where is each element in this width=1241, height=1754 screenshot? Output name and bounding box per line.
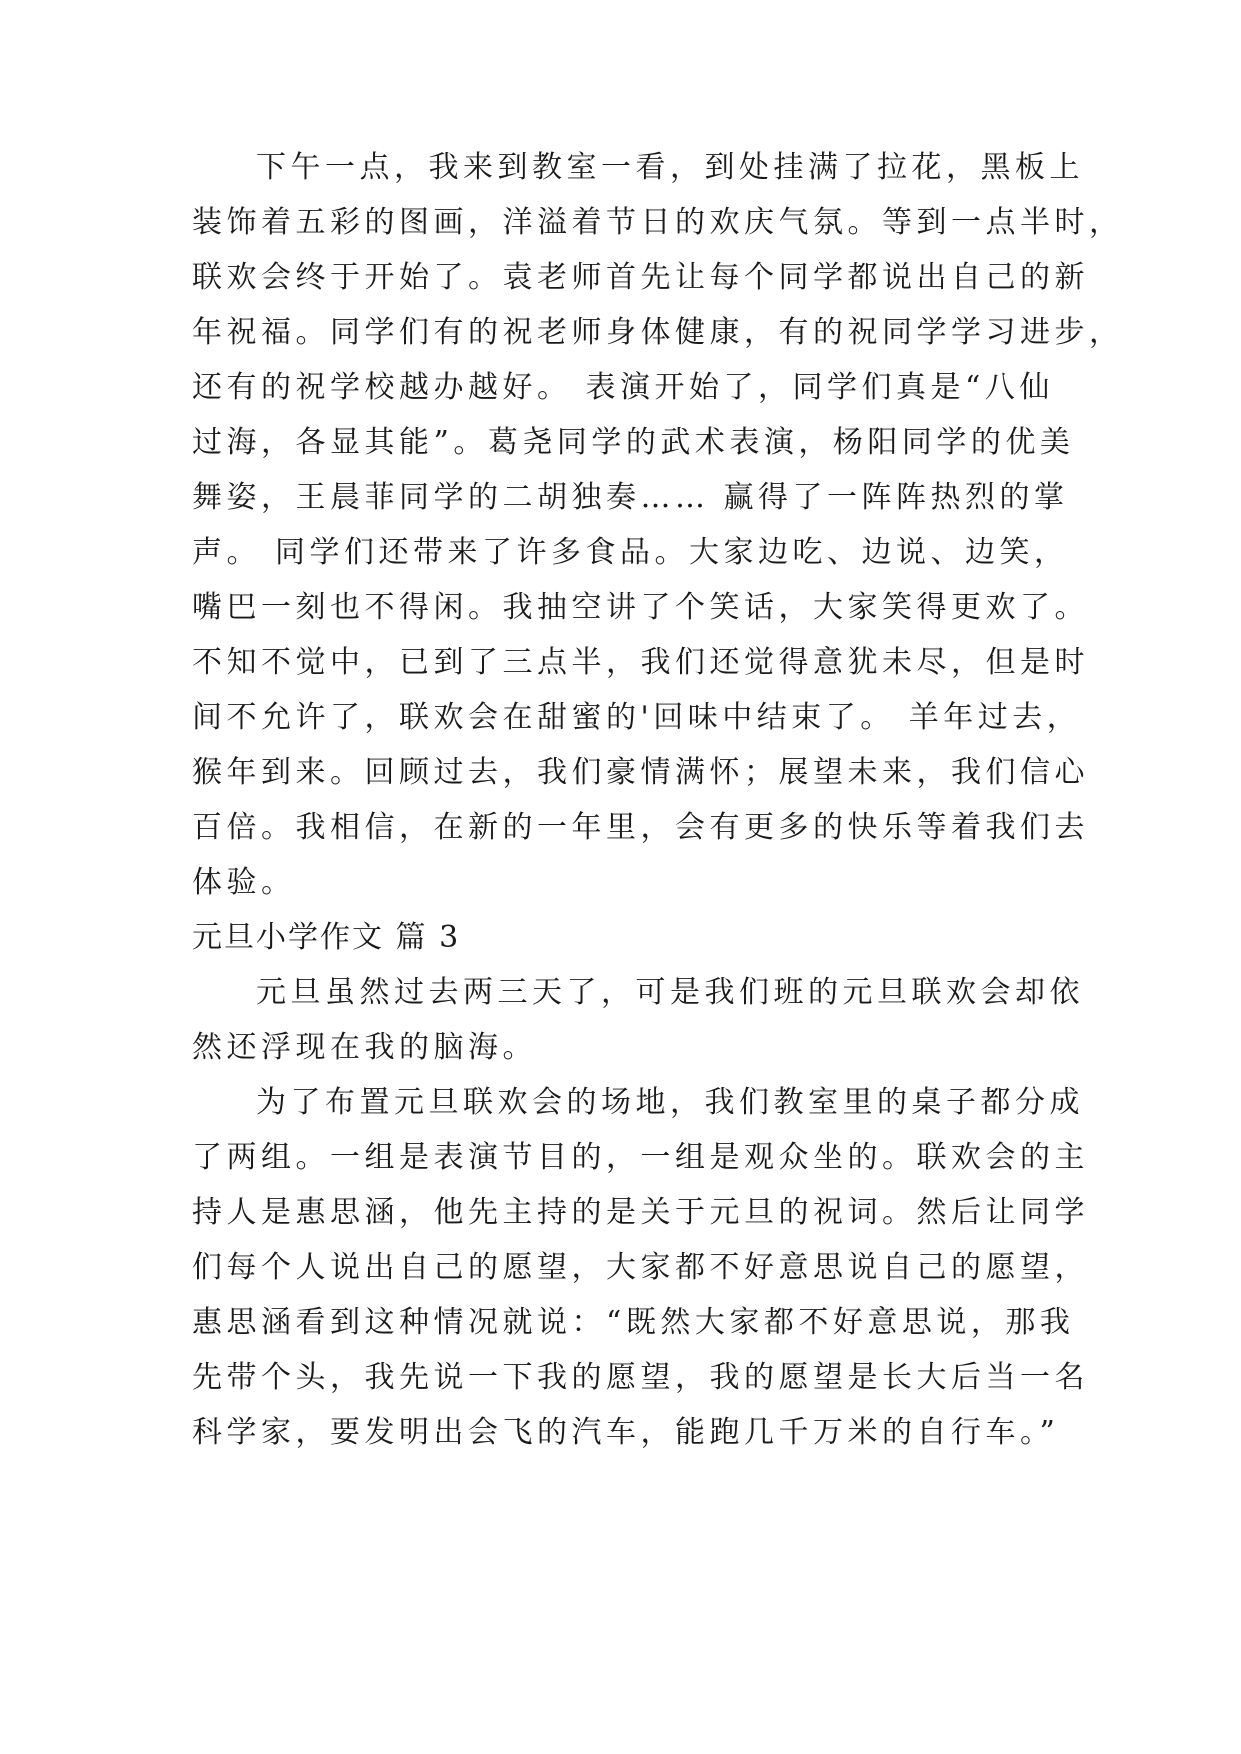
text-line: 装饰着五彩的图画，洋溢着节日的欢庆气氛。等到一点半时， — [192, 205, 1124, 240]
text-line: 然还浮现在我的脑海。 — [192, 1030, 537, 1065]
text-line: 了两组。一组是表演节目的，一组是观众坐的。联欢会的主 — [192, 1140, 1089, 1175]
text-line: 惠思涵看到这种情况就说：“既然大家都不好意思说，那我 — [192, 1305, 1075, 1340]
text-line: 为了布置元旦联欢会的场地，我们教室里的桌子都分成 — [256, 1085, 1084, 1120]
text-line: 下午一点，我来到教室一看，到处挂满了拉花，黑板上 — [256, 150, 1084, 185]
text-line: 持人是惠思涵，他先主持的是关于元旦的祝词。然后让同学 — [192, 1195, 1089, 1230]
text-line: 舞姿，王晨菲同学的二胡独奏…… 赢得了一阵阵热烈的掌 — [192, 480, 1069, 515]
text-line: 还有的祝学校越办越好。 表演开始了，同学们真是“八仙 — [192, 370, 1054, 405]
text-line: 间不允许了，联欢会在甜蜜的'回味中结束了。 羊年过去， — [192, 700, 1082, 735]
section-heading: 元旦小学作文 篇 3 — [192, 920, 461, 955]
text-line: 年祝福。同学们有的祝老师身体健康，有的祝同学学习进步， — [192, 315, 1124, 350]
text-line: 先带个头，我先说一下我的愿望，我的愿望是长大后当一名 — [192, 1360, 1089, 1395]
text-line: 们每个人说出自己的愿望，大家都不好意思说自己的愿望， — [192, 1250, 1089, 1285]
text-line: 百倍。我相信，在新的一年里，会有更多的快乐等着我们去 — [192, 810, 1089, 845]
text-line: 科学家，要发明出会飞的汽车，能跑几千万米的自行车。” — [192, 1415, 1060, 1450]
text-line: 不知不觉中，已到了三点半，我们还觉得意犹未尽，但是时 — [192, 645, 1089, 680]
text-line: 元旦虽然过去两三天了，可是我们班的元旦联欢会却依 — [256, 975, 1084, 1010]
text-line: 猴年到来。回顾过去，我们豪情满怀；展望未来，我们信心 — [192, 755, 1089, 790]
text-line: 过海，各显其能”。葛尧同学的武术表演，杨阳同学的优美 — [192, 425, 1075, 460]
text-line: 声。 同学们还带来了许多食品。大家边吃、边说、边笑， — [192, 535, 1069, 570]
text-line: 联欢会终于开始了。袁老师首先让每个同学都说出自己的新 — [192, 260, 1089, 295]
text-line: 体验。 — [192, 865, 296, 900]
text-line: 嘴巴一刻也不得闲。我抽空讲了个笑话，大家笑得更欢了。 — [192, 590, 1089, 625]
